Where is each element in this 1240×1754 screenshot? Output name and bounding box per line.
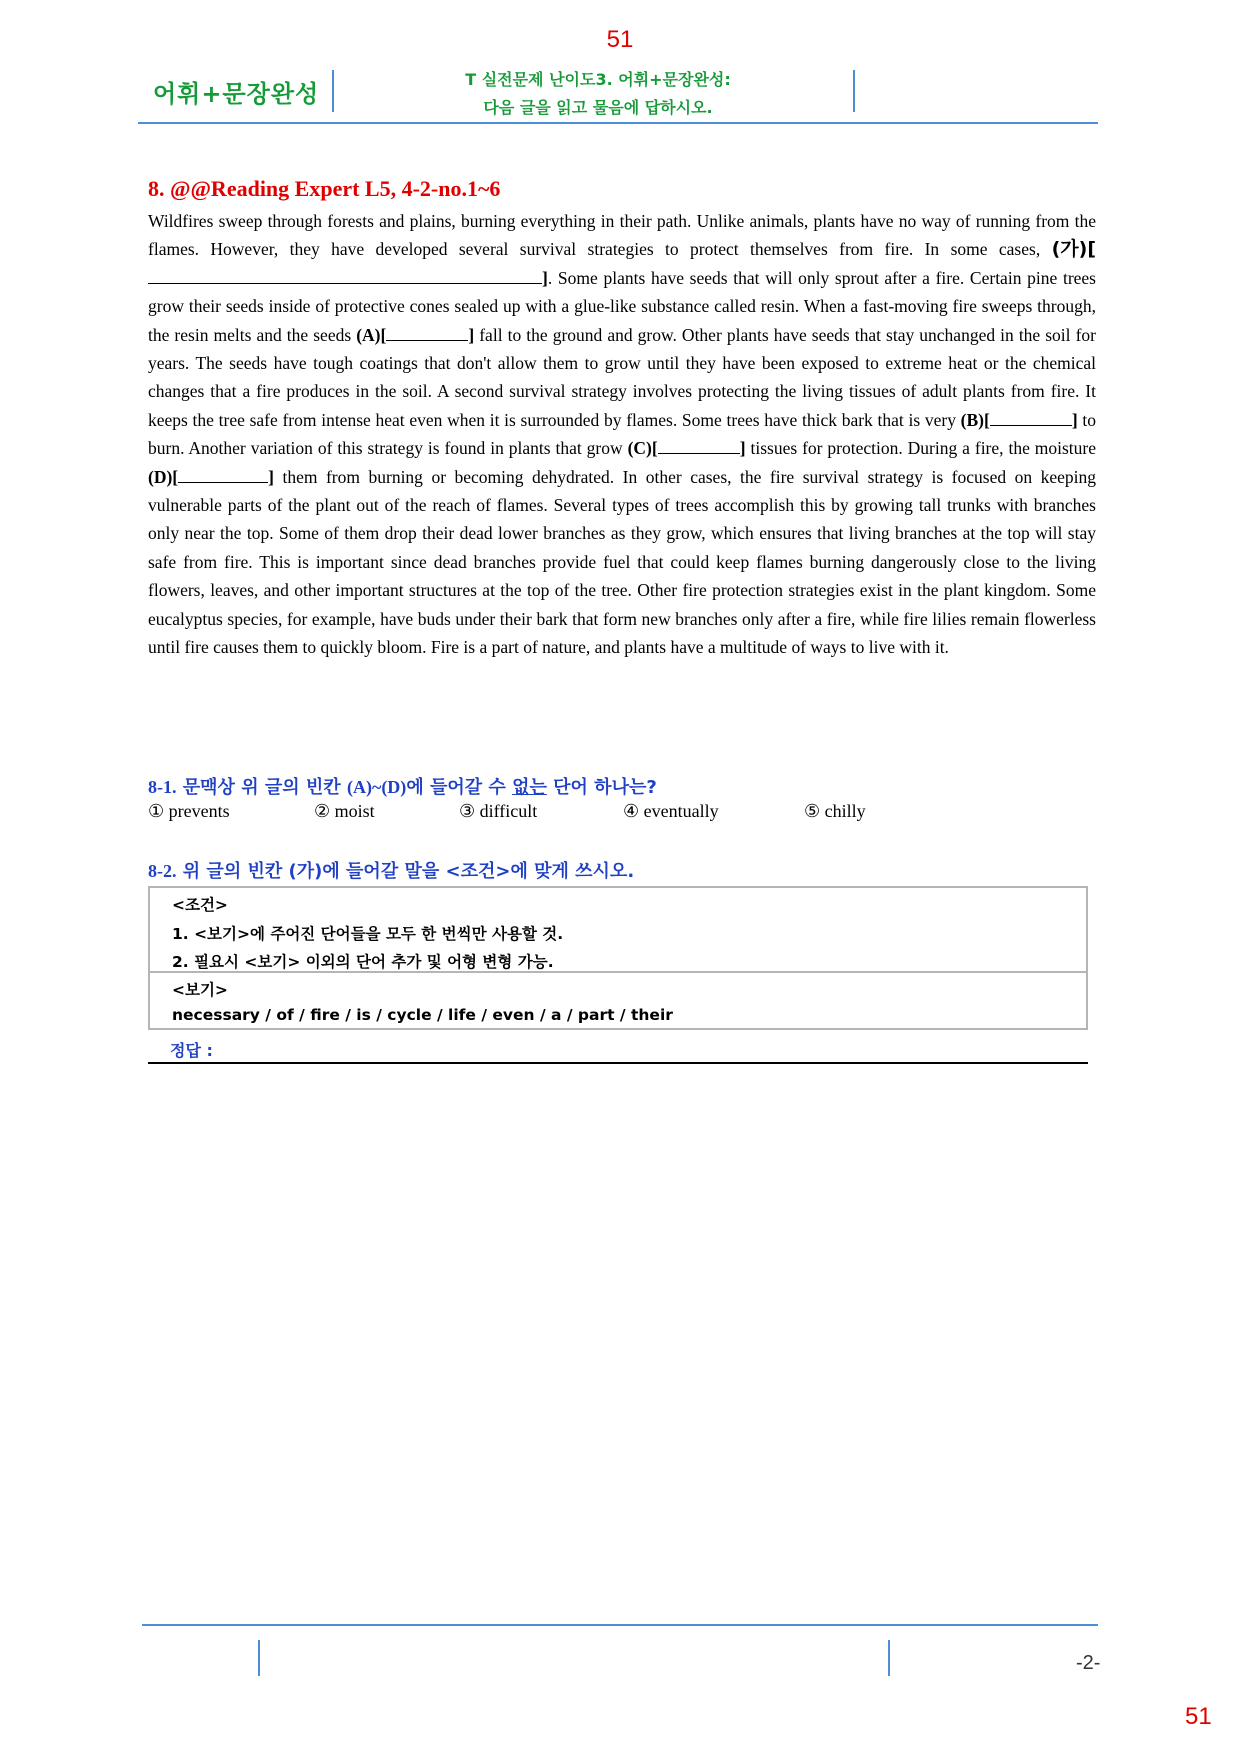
subquestion-number: 8-2. [148,861,177,881]
blank-a[interactable] [386,322,468,341]
header-divider-right [853,70,855,112]
blank-label-ga: (가)[ [1051,238,1096,261]
bogi-box [148,971,1088,1030]
passage-part-5: tissues for protection. During a fire, the moisture [750,438,1097,459]
subquestion-text-b: 에 들어갈 수 [406,777,506,798]
blank-label-d: (D)[ [148,466,179,487]
option-5[interactable]: ⑤ chilly [804,801,866,821]
blank-close-d: ] [268,466,274,487]
answer-line[interactable] [148,1062,1088,1064]
passage-part-2: . Some plants have seeds that will only sprout after a fire. Certain pine trees grow their seeds inside of protective cones sealed up with a glue-like substance called resin. When a fast-moving fire sweeps through, the resin melts and the seeds [148,267,1096,345]
bottom-page-number: 51 [1185,1703,1212,1730]
subquestion-underlined: 없는 [512,777,547,798]
passage [148,207,1096,662]
blank-label-c: (C)[ [627,438,658,459]
condition-box [148,886,1088,973]
footer-divider-left [258,1640,260,1676]
condition-item-2: 2. 필요시 <보기> 이외의 단어 추가 및 어형 변형 가능. [172,953,554,971]
subquestion-text-b: 에 들어갈 말을 <조건>에 맞게 쓰시오. [322,861,635,882]
condition-header: <조건> [172,896,228,914]
instruction-line-2: 다음 글을 읽고 물음에 답하시오. [483,98,713,117]
passage-part-3: fall to the ground and grow. Other plants have seeds that stay unchanged in the soil for years. The seeds have tough coatings that don't allow them to grow until they have been exposed to extreme heat or the chemical changes that a fire produces in the soil. A second survival strategy involves protecting the living tissues of adult plants from fire. It keeps the tree safe from intense heat even when it is surrounded by flames. Some trees have thick bark that is very [148,324,1096,430]
header-divider-left [332,70,334,112]
subquestion-text-a: 문맥상 위 글의 빈칸 [182,777,341,798]
footer-rule [142,1624,1098,1626]
passage-paragraph [148,207,1096,662]
subquestion-8-1 [148,773,657,799]
option-2[interactable]: ② moist [314,801,375,821]
subquestion-text-c: 단어 하나는? [553,777,657,798]
subquestion-8-2 [148,857,634,883]
footer-page-label: -2- [1076,1652,1101,1674]
blank-b[interactable] [990,407,1072,426]
option-1[interactable]: ① prevents [148,801,230,821]
answer-label: 정답 : [170,1041,213,1060]
header-instruction [336,66,860,122]
blank-c[interactable] [658,435,740,454]
blank-close-ga: ] [542,267,548,288]
question-title: 8. @@Reading Expert L5, 4-2-no.1~6 [148,176,501,201]
subquestion-label: (가) [288,861,323,882]
footer-divider-right [888,1640,890,1676]
option-4[interactable]: ④ eventually [623,801,719,821]
bogi-words: necessary / of / fire / is / cycle / life / even / a / part / their [172,1006,673,1024]
top-page-number: 51 [606,26,634,53]
blank-d[interactable] [178,464,268,483]
subquestion-range: (A)~(D) [346,777,407,797]
passage-part-6: them from burning or becoming dehydrated. In other cases, the fire survival strategy is focused on keeping vulnerable parts of the plant out of the reach of flames. Several types of trees accomplish this by growing tall trunks with branches only near the top. Some of them drop their dead lower branches as they grow, which ensures that living branches at the top will stay safe from fire. This is important since dead branches provide fuel that could keep flames burning dangerously close to the living flowers, leaves, and other important structures at the top of the tree. Other fire protection strategies exist in the plant kingdom. Some eucalyptus species, for example, have buds under their bark that form new branches only after a fire, while fire lilies remain flowerless until fire causes them to quickly bloom. Fire is a part of nature, and plants have a multitude of ways to live with it. [148,466,1097,658]
blank-label-a: (A)[ [356,324,387,345]
blank-label-b: (B)[ [960,409,990,430]
blank-ga[interactable] [148,265,542,284]
blank-close-a: ] [468,324,475,345]
passage-part-1: Wildfires sweep through forests and plains, burning everything in their path. Unlike animals, plants have no way of running from the flames. However, they have developed several survival strategies to protect themselves from fire. In some cases, [148,211,1096,260]
instruction-line-1: T 실전문제 난이도3. 어휘+문장완성: [465,70,731,89]
blank-close-c: ] [739,438,746,459]
blank-close-b: ] [1071,409,1078,430]
passage-part-4: to burn. Another variation of this strategy is found in plants that grow [148,409,1096,459]
subquestion-text-a: 위 글의 빈칸 [182,861,283,882]
header-rule [138,122,1098,124]
option-3[interactable]: ③ difficult [459,801,538,821]
subquestion-number: 8-1. [148,777,177,797]
bogi-header: <보기> [172,981,228,999]
condition-item-1: 1. <보기>에 주어진 단어들을 모두 한 번씩만 사용할 것. [172,925,564,943]
section-title: 어휘+문장완성 [153,80,320,108]
